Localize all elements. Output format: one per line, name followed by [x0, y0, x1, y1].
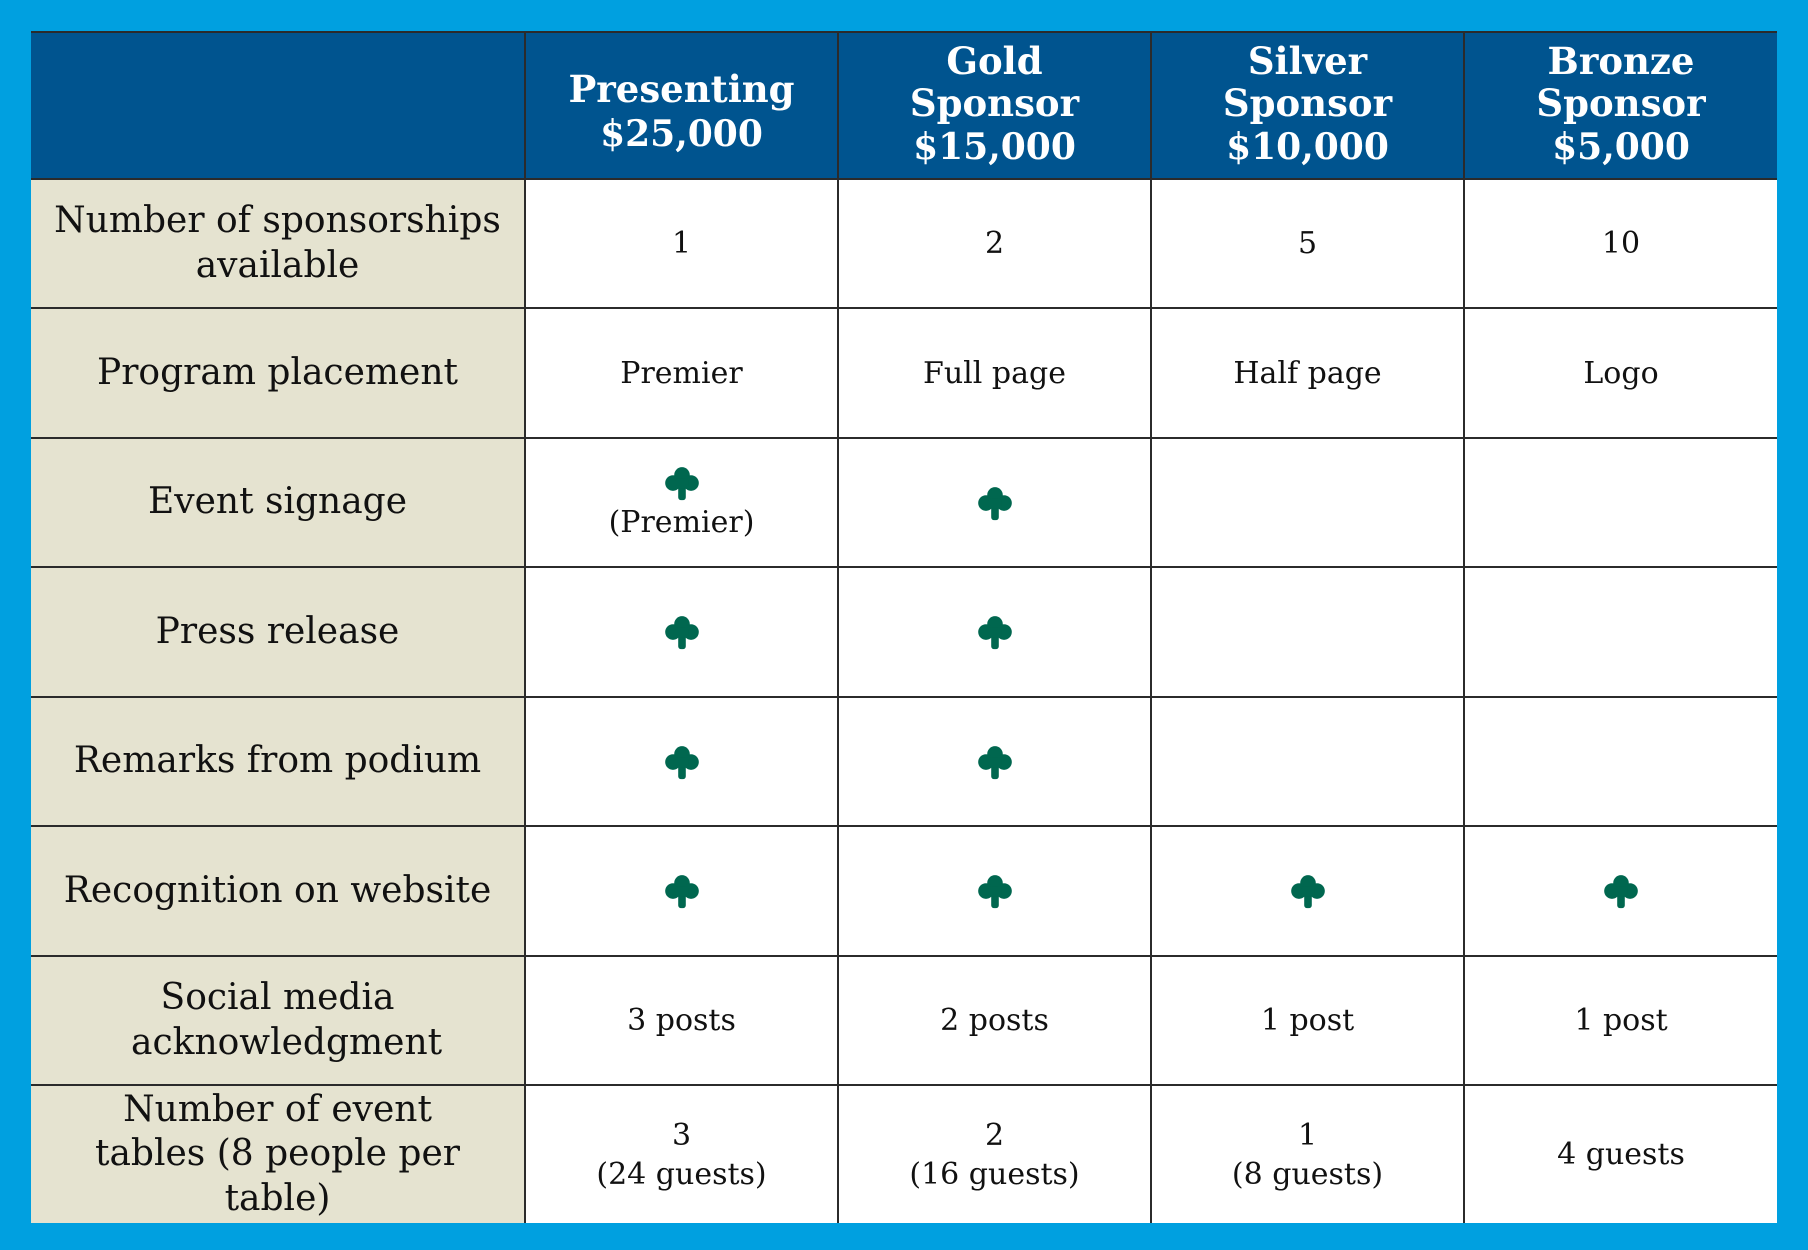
value-cell [1151, 438, 1464, 567]
value-cell [525, 697, 838, 826]
tier-name: Bronze Sponsor [1536, 39, 1706, 125]
benefit-row-event-tables [31, 1085, 1777, 1223]
tier-price: $25,000 [600, 112, 763, 155]
value-cell [838, 697, 1151, 826]
value-cell [1151, 1085, 1464, 1223]
tier-price: $15,000 [913, 126, 1076, 169]
tier-price: $10,000 [1226, 126, 1389, 169]
benefit-row-sponsorships-available [31, 179, 1777, 308]
sponsorship-levels-card [31, 31, 1777, 1223]
value-cell [838, 438, 1151, 567]
value-cell [838, 567, 1151, 696]
trefoil-icon [663, 465, 701, 503]
trefoil-icon [976, 614, 1014, 652]
row-label: Number of event tables (8 people per table) [31, 1085, 525, 1223]
value-cell: Logo [1464, 308, 1777, 437]
cell-value: 2 [984, 1117, 1005, 1153]
trefoil-icon [663, 744, 701, 782]
tier-name: Presenting [568, 67, 795, 112]
value-cell: 1 post [1151, 956, 1464, 1085]
trefoil-icon [976, 873, 1014, 911]
value-cell [1151, 697, 1464, 826]
value-cell [838, 826, 1151, 955]
trefoil-icon [1289, 873, 1327, 911]
value-cell [1464, 438, 1777, 567]
value-cell [1464, 697, 1777, 826]
benefit-row-event-signage [31, 438, 1777, 567]
value-cell: 1 post [1464, 956, 1777, 1085]
cell-note: (8 guests) [1231, 1156, 1384, 1192]
tier-header-presenting [525, 32, 838, 179]
trefoil-icon [976, 485, 1014, 523]
trefoil-icon [663, 873, 701, 911]
value-cell [1151, 567, 1464, 696]
benefit-row-recognition-on-website [31, 826, 1777, 955]
value-cell: 2 posts [838, 956, 1151, 1085]
cell-value: 3 [671, 1117, 692, 1153]
trefoil-icon [976, 744, 1014, 782]
cell-value: 1 [1297, 1117, 1318, 1153]
value-cell [525, 826, 838, 955]
value-cell [525, 438, 838, 567]
row-label: Social media acknowledgment [31, 956, 525, 1085]
value-cell: 1 [525, 179, 838, 308]
value-cell [1151, 826, 1464, 955]
row-label: Number of sponsorships available [31, 179, 525, 308]
value-cell: Premier [525, 308, 838, 437]
row-label: Recognition on website [31, 826, 525, 955]
tier-header-silver [1151, 32, 1464, 179]
value-cell [1464, 826, 1777, 955]
tier-name: Silver Sponsor [1222, 39, 1393, 125]
row-label: Event signage [31, 438, 525, 567]
benefit-row-remarks-from-podium [31, 697, 1777, 826]
row-label: Remarks from podium [31, 697, 525, 826]
value-cell: 4 guests [1464, 1085, 1777, 1223]
benefit-row-press-release [31, 567, 1777, 696]
trefoil-icon [1602, 873, 1640, 911]
cell-note: (16 guests) [909, 1156, 1080, 1192]
value-cell [1464, 567, 1777, 696]
tier-name: Gold Sponsor [909, 39, 1080, 125]
value-cell [838, 1085, 1151, 1223]
sponsorship-table [31, 31, 1777, 1223]
benefit-row-program-placement [31, 308, 1777, 437]
value-cell: 10 [1464, 179, 1777, 308]
benefit-row-social-media [31, 956, 1777, 1085]
value-cell [525, 567, 838, 696]
header-corner-cell [31, 32, 525, 179]
cell-note: (24 guests) [596, 1156, 767, 1192]
value-cell: Full page [838, 308, 1151, 437]
value-cell: 3 posts [525, 956, 838, 1085]
trefoil-icon [663, 614, 701, 652]
value-cell [525, 1085, 838, 1223]
value-cell: 5 [1151, 179, 1464, 308]
tier-header-row [31, 32, 1777, 179]
value-cell: 2 [838, 179, 1151, 308]
row-label: Press release [31, 567, 525, 696]
row-label: Program placement [31, 308, 525, 437]
value-cell: Half page [1151, 308, 1464, 437]
tier-price: $5,000 [1552, 126, 1690, 169]
cell-note: (Premier) [608, 505, 755, 541]
tier-header-gold [838, 32, 1151, 179]
tier-header-bronze [1464, 32, 1777, 179]
